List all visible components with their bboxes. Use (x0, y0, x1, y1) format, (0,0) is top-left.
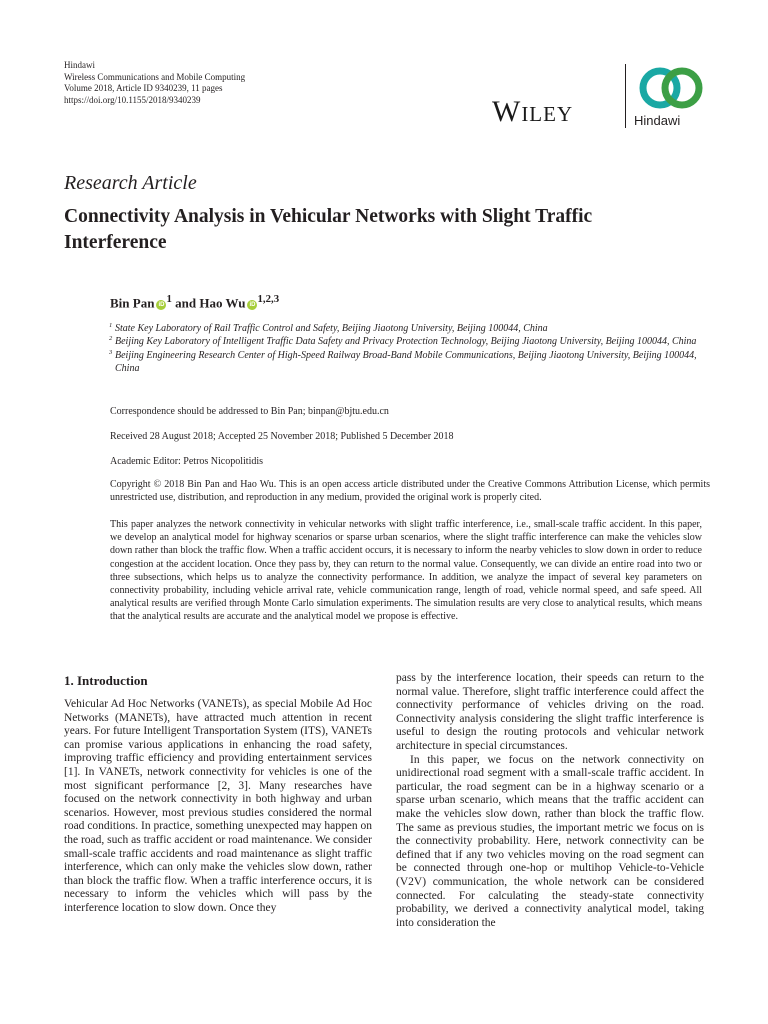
affiliation-text: State Key Laboratory of Rail Traffic Control and Safety, Beijing Jiaotong University, Beijing 100044, China (115, 323, 548, 334)
copyright-notice: Copyright © 2018 Bin Pan and Hao Wu. This is an open access article distributed under the Creative Commons Attribution License, which permits unrestricted use, distribution, and reproduction in any medium, provided the original work is properly cited. (110, 479, 710, 503)
hindawi-logo-text: Hindawi (634, 113, 681, 128)
orcid-icon[interactable]: iD (249, 302, 256, 309)
author-affiliation-marker: 1,2,3 (257, 293, 280, 305)
paragraph: pass by the interference location, their speeds can return to the normal value. Therefore, slight traffic interference could affect the connectivity performance of vehicles driving on the road. Connectivity analysis considering the slight traffic interference is useful to design the routing protocols and vehicular network architecture in special circumstances. (396, 672, 704, 752)
publisher-name: Hindawi (64, 60, 95, 70)
doi-link[interactable]: https://doi.org/10.1155/2018/9340239 (64, 94, 201, 105)
paragraph: Vehicular Ad Hoc Networks (VANETs), as special Mobile Ad Hoc Networks (MANETs), have attracted much attention in recent years. For future Intelligent Transportation System (ITS), VANETs can promise various applications in enhancing the road safety, improving traffic efficiency and providing entertainment services [1]. In VANETs, network connectivity for vehicles is one of the most significant performance [2, 3]. Many researches have focused on the network connectivity in both highway and urban scenarios. However, most previous studies considered the normal road conditions. In practice, something unexpected may happen on the road, such as traffic accident or road maintenance. We consider small-scale traffic accidents and road maintenance as slight traffic interference, which can only make the vehicles slow down, rather than block the traffic flow. When a traffic interference occurs, it is necessary to inform the vehicles which will pass by the interference location to slow down. Once they (64, 698, 372, 914)
affiliation-marker: 2 (109, 335, 113, 343)
journal-name: Wireless Communications and Mobile Computing (64, 71, 246, 82)
section-heading: 1. Introduction (64, 673, 148, 688)
article-type: Research Article (64, 172, 197, 194)
logo-divider (625, 64, 626, 128)
academic-editor: Academic Editor: Petros Nicopolitidis (110, 456, 264, 467)
affiliation-marker: 1 (109, 322, 113, 329)
author-affiliation-marker: 1 (166, 293, 172, 305)
abstract: This paper analyzes the network connectivity in vehicular networks with slight traffic interference, i.e., small-scale traffic accident. In this paper, we develop an analytical model for highway scenarios or sparse urban scenarios, where the slight traffic interference can make the vehicles slow down rather than block the traffic flow. When a traffic accident occurs, it is necessary to inform the nearby vehicles to slow down in order to reduce congestion at the accident location. Once they pass by, they can return to the normal value. Consequently, we can divide an entire road into two or three subsections, which helps us to analyze the connectivity performance. In addition, we analyze the impact of several key parameters on connectivity probability, including vehicle arrival rate, vehicle communication range, length of road, vehicle normal speed, and safe speed. All analytical results are verified through Monte Carlo simulation experiments. The simulation results are very close to analytical results, which means that the analytical results are accurate and the analytical model we propose is effective. (110, 519, 702, 623)
article-title: Connectivity Analysis in Vehicular Networks with Slight Traffic Interference (64, 206, 593, 253)
body-column-left (64, 698, 372, 916)
author-list (110, 293, 279, 311)
orcid-icon[interactable]: iD (158, 302, 165, 309)
author-name[interactable]: Bin Pan (110, 295, 155, 311)
author-joiner: and (175, 295, 197, 311)
wiley-logo: Wiley (492, 95, 574, 128)
affiliation-text: Beijing Key Laboratory of Intelligent Traffic Data Safety and Privacy Protection Technology, Beijing Jiaotong University, Beijing 100044, China (115, 336, 697, 348)
correspondence: Correspondence should be addressed to Bin Pan; binpan@bjtu.edu.cn (110, 406, 389, 417)
paragraph: In this paper, we focus on the network connectivity on unidirectional road segment with a small-scale traffic accident. In particular, the road segment can be in a highway scenario or a sparse urban scenario, which means that the traffic accident can make the vehicles slow down, rather than block the traffic flow. The same as previous studies, the important metric we focus on is the connectivity probability. Here, network connectivity can be defined that if any two vehicles moving on the road segment can be connected through one-hop or multihop Vehicle-to-Vehicle (V2V) communication, the whole network can be considered connected. For calculating the steady-state connectivity probability, we derived a connectivity analytical model, taking into consideration the (396, 753, 704, 929)
affiliation-text: Beijing Engineering Research Center of High-Speed Railway Broad-Band Mobile Communications, Beijing Jiaotong University, Beijing 100044, China (115, 349, 697, 375)
affiliation-marker: 3 (109, 348, 113, 356)
affiliation-item (110, 349, 710, 376)
affiliation-item (110, 322, 710, 335)
body-column-right (396, 672, 704, 930)
journal-info (64, 60, 245, 106)
affiliation-item (110, 335, 710, 348)
publication-dates: Received 28 August 2018; Accepted 25 November 2018; Published 5 December 2018 (110, 431, 454, 442)
affiliations (110, 322, 710, 376)
volume-info: Volume 2018, Article ID 9340239, 11 pages (64, 83, 223, 93)
author-name[interactable]: Hao Wu (199, 295, 246, 311)
hindawi-logo-icon (636, 66, 708, 110)
